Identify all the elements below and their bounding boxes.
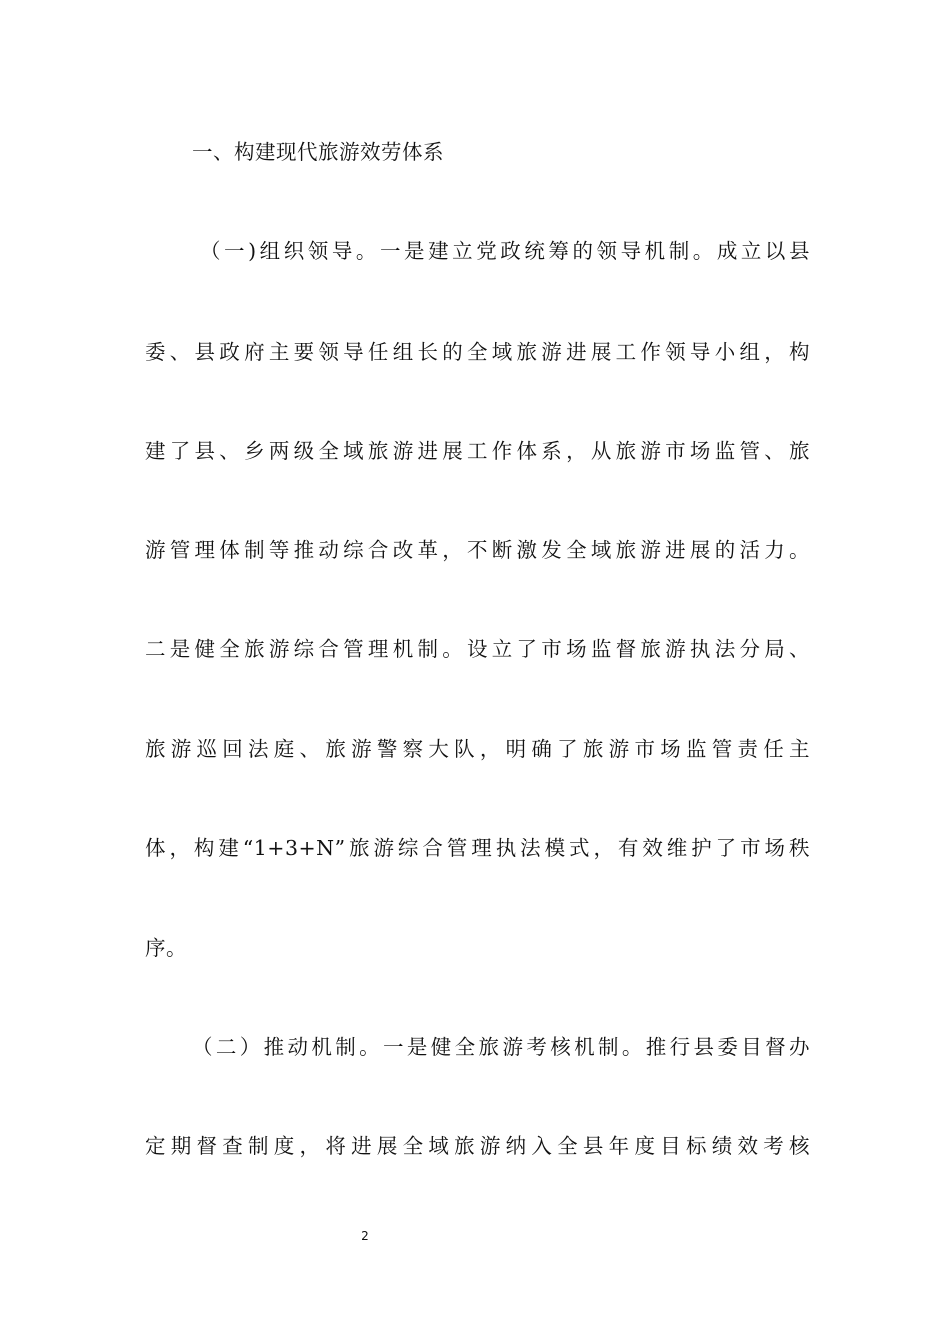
paragraph-1-line-5: 二是健全旅游综合管理机制。设立了市场监督旅游执法分局、 [145,637,810,661]
paragraph-1-line-2: 委、县政府主要领导任组长的全域旅游进展工作领导小组，构 [145,340,810,364]
paragraph-1-line-4: 游管理体制等推动综合改革，不断激发全域旅游进展的活力。 [145,538,810,562]
page-number: 2 [361,1229,369,1243]
paragraph-1-line-8: 序。 [145,936,187,960]
section-heading: 一、构建现代旅游效劳体系 [192,140,444,164]
paragraph-2-line-1: （二）推动机制。一是健全旅游考核机制。推行县委目督办 [192,1035,810,1059]
paragraph-1-line-6: 旅游巡回法庭、旅游警察大队，明确了旅游市场监管责任主 [145,737,810,761]
paragraph-1-line-7: 体，构建“1+3+N”旅游综合管理执法模式，有效维护了市场秩 [145,836,810,860]
paragraph-1-line-3: 建了县、乡两级全域旅游进展工作体系，从旅游市场监管、旅 [145,439,810,463]
paragraph-2-line-2: 定期督查制度，将进展全域旅游纳入全县年度目标绩效考核 [145,1134,810,1158]
paragraph-1-line-1: （一)组织领导。一是建立党政统筹的领导机制。成立以县 [200,239,810,263]
